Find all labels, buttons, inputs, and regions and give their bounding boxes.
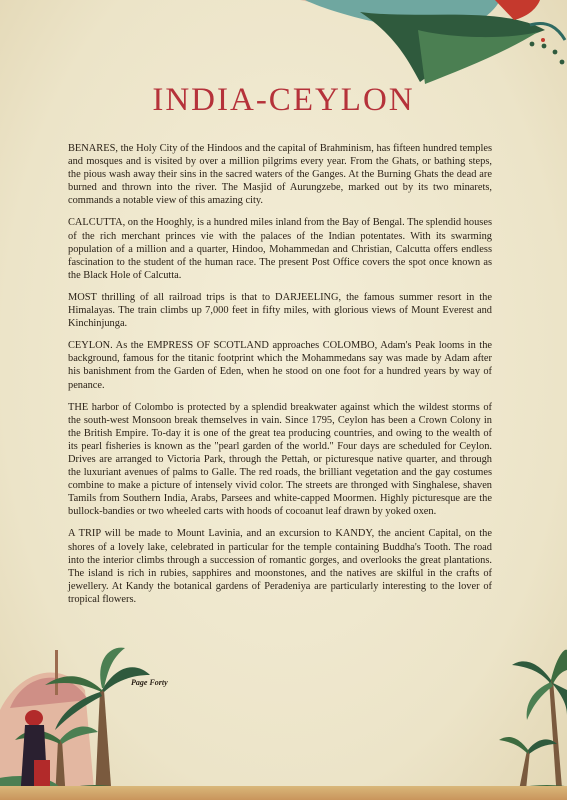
- top-leaf-illustration: [300, 0, 567, 90]
- article-body: [68, 142, 492, 615]
- temple-palm-illustration: [0, 630, 160, 800]
- page-title: INDIA-CEYLON: [152, 82, 415, 118]
- paragraph-kandy: A TRIP will be made to Mount Lavinia, and an excursion to KANDY, the ancient Capital, on the shores of a lovely lake, celebrated in particular for the temple containing Buddha's Tooth. The road into the interior climbs through a succession of romantic gorges, and overlooks the great plantations. The island is rich in rubies, sapphires and moonstones, and the natives are skilful in the crafts of jewellery. At Kandy the botanical gardens of Peradeniya are particularly interesting to the lover of tropical flowers.: [68, 528, 492, 605]
- right-palm-illustration: [467, 640, 567, 800]
- paragraph-calcutta: CALCUTTA, on the Hooghly, is a hundred miles inland from the Bay of Bengal. The splendid houses of the rich merchant princes vie with the palaces of the Indian potentates. With its swarming population of a million and a quarter, Hindoo, Mohammedan and Christian, Calcutta offers endless fascination to the student of the human race. The present Post Office covers the spot once known as the Black Hole of Calcutta.: [68, 217, 492, 281]
- paragraph-darjeeling: MOST thrilling of all railroad trips is that to DARJEELING, the famous summer resort in the Himalayas. The train climbs up 7,000 feet in fifty miles, with glorious views of Mount Everest and Kinchinjunga.: [68, 291, 492, 330]
- paragraph-colombo-harbor: THE harbor of Colombo is protected by a splendid breakwater against which the wildest storms of the south-west Monsoon break themselves in vain. Since 1795, Ceylon has been a Crown Colony in the British Empire. To-day it is one of the great tea producing countries, and owing to the wealth of its pearl fisheries is known as the "pearl garden of the world." Four days are scheduled for Ceylon. Drives are arranged to Victoria Park, through the Pettah, or picturesque native quarter, and through the luxuriant avenues of palms to Galle. The red roads, the brilliant vegetation and the gay costumes combine to make a picture of intensely vivid color. The streets are thronged with Singhalese, shaven Tamils from Southern India, Arabs, Parsees and white-capped Moormen. Highly picturesque are the bullock-bandies or two wheeled carts with hoods of cocoanut leaf drawn by yoked oxen.: [68, 401, 492, 518]
- bottom-ground-strip: [0, 786, 567, 800]
- paragraph-ceylon: CEYLON. As the EMPRESS OF SCOTLAND approaches COLOMBO, Adam's Peak looms in the background, famous for the titanic footprint which the Mohammedans say was made by Adam after his banishment from the Garden of Eden, when he stood on one foot for a hundred years by way of penance.: [68, 340, 492, 391]
- page-number: Page Forty: [131, 678, 168, 687]
- paragraph-benares: BENARES, the Holy City of the Hindoos and the capital of Brahminism, has fifteen hundred temples and mosques and is visited by over a million pilgrims every year. From the Ghats, or bathing steps, the pious wash away their sins in the sacred waters of the Ganges. At the Burning Ghats the dead are burned and thrown into the river. The Masjid of Aurungzebe, marked out by its two minarets, commands a notable view of this amazing city.: [68, 143, 492, 207]
